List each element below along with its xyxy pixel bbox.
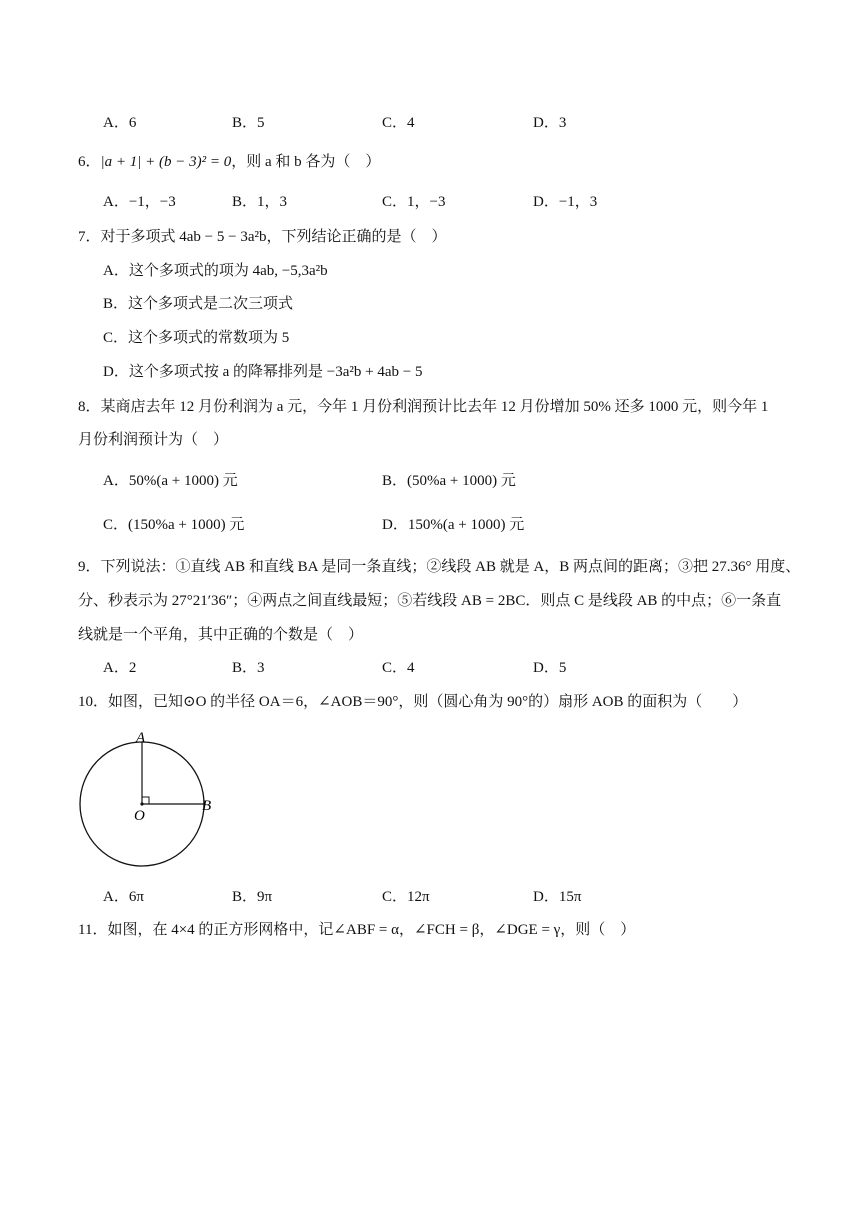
q8-option-c: C．(150%a + 1000) 元 (103, 517, 245, 533)
q10-option-d: D．15π (533, 889, 582, 905)
q6-option-b: B．1，3 (232, 194, 288, 210)
q9-option-a: A．2 (103, 660, 137, 676)
q6-option-a: A．−1，−3 (103, 194, 176, 210)
q5-option-a: A．6 (103, 115, 137, 131)
q6-equation: |a + 1| + (b − 3)² = 0 (100, 154, 232, 170)
q9-stem-line1: 9．下列说法：①直线 AB 和直线 BA 是同一条直线；②线段 AB 就是 A，B 两点间的距离；③把 27.36° 用度、 (78, 559, 801, 575)
q8-option-b: B．(50%a + 1000) 元 (382, 473, 516, 489)
center-point (140, 802, 143, 805)
q7-option-d: D．这个多项式按 a 的降幂排列是 −3a²b + 4ab − 5 (103, 364, 423, 380)
q6-option-c: C．1，−3 (382, 194, 446, 210)
label-a: A (136, 730, 146, 746)
q5-option-c: C．4 (382, 115, 415, 131)
q6-option-d: D．−1，3 (533, 194, 598, 210)
q10-option-b: B．9π (232, 889, 273, 905)
q11-stem: 11．如图，在 4×4 的正方形网格中，记∠ABF = α，∠FCH = β，∠DGE = γ，则（ ） (78, 922, 636, 938)
q8-stem-line1: 8．某商店去年 12 月份利润为 a 元，今年 1 月份利润预计比去年 12 月份增加 50% 还多 1000 元，则今年 1 (78, 399, 769, 415)
q9-stem-line2: 分、秒表示为 27°21′36″；④两点之间直线最短；⑤若线段 AB = 2BC．则点 C 是线段 AB 的中点；⑥一条直 (78, 593, 782, 609)
q9-option-c: C．4 (382, 660, 415, 676)
q10-stem: 10．如图，已知⊙O 的半径 OA＝6，∠AOB＝90°，则（圆心角为 90°的）扇形 AOB 的面积为（ ） (78, 694, 748, 710)
q9-option-b: B．3 (232, 660, 265, 676)
q9-stem-line3: 线就是一个平角，其中正确的个数是（ ） (78, 627, 364, 643)
q6-stem: 6．|a + 1| + (b − 3)² = 0，则 a 和 b 各为（ ） (78, 154, 381, 170)
q10-option-c: C．12π (382, 889, 430, 905)
q8-stem-line2: 月份利润预计为（ ） (78, 432, 229, 448)
label-o: O (134, 808, 145, 824)
q8-option-a: A．50%(a + 1000) 元 (103, 473, 238, 489)
q7-option-c: C．这个多项式的常数项为 5 (103, 330, 290, 346)
q8-option-d: D．150%(a + 1000) 元 (382, 517, 525, 533)
q7-option-b: B．这个多项式是二次三项式 (103, 296, 294, 312)
q9-option-d: D．5 (533, 660, 567, 676)
label-b: B (202, 798, 212, 814)
q5-option-d: D．3 (533, 115, 567, 131)
q7-stem: 7．对于多项式 4ab − 5 − 3a²b，下列结论正确的是（ ） (78, 229, 447, 245)
q7-option-a: A．这个多项式的项为 4ab, −5,3a²b (103, 263, 328, 279)
q5-option-b: B．5 (232, 115, 265, 131)
circle-figure (72, 725, 232, 875)
q10-option-a: A．6π (103, 889, 144, 905)
